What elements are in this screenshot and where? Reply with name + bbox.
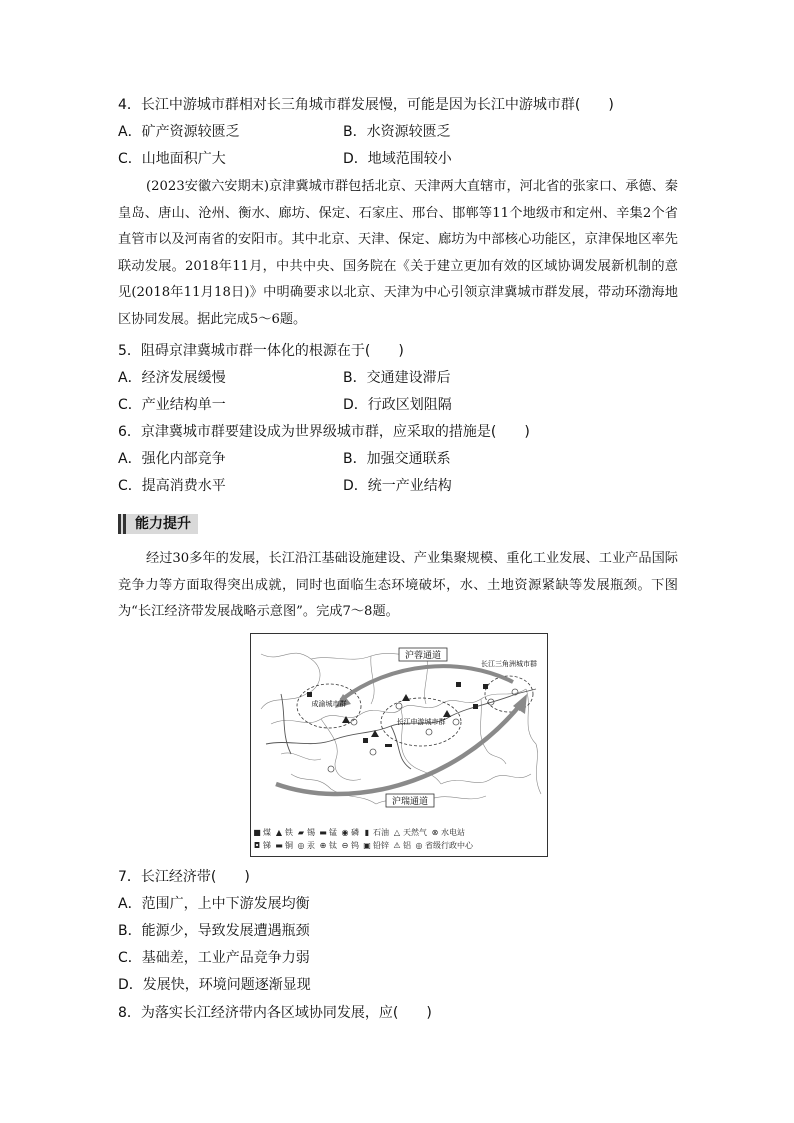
legend-label: 铜	[285, 841, 293, 850]
question-5-option-d: D．行政区划阻隔	[343, 397, 452, 413]
legend-label: 磷	[351, 828, 359, 837]
legend-item	[363, 839, 389, 852]
legend-row	[253, 839, 543, 852]
legend-item	[297, 839, 315, 852]
legend-item	[319, 826, 337, 839]
section-bar-icon	[118, 514, 121, 534]
legend-item	[341, 826, 359, 839]
passage-jingjinji: (2023安徽六安期末)京津冀城市群包括北京、天津两大直辖市，河北省的张家口、承德、秦皇岛、唐山、沧州、衡水、廊坊、保定、石家庄、邢台、邯郸等11个地级市和定州、辛集2个省直管市以及河南省的安阳市。其中北京、天津、保定、廊坊为中部核心功能区，京津保地区率先联动发展。2018年11月，中共中央、国务院在《关于建立更加有效的区域协调发展新机制的意见(2018年11月18日)》中明确要求以北京、天津为中心引领京津冀城市群发展，带动环渤海地区协同发展。据此完成5～6题。	[118, 179, 678, 327]
question-6-option-c: C．提高消费水平	[118, 478, 226, 494]
label-hurong-corridor: 沪蓉通道	[404, 651, 442, 661]
legend-item	[431, 826, 465, 839]
legend-label: 省级行政中心	[425, 841, 473, 850]
legend-label: 石油	[373, 828, 389, 837]
legend-symbol-icon: ◉	[341, 828, 349, 837]
question-5-option-c: C．产业结构单一	[118, 397, 226, 413]
passage-yangtze: 经过30多年的发展，长江沿江基础设施建设、产业集聚规模、重化工业发展、工业产品国际竞争力等方面取得突出成就，同时也面临生态环境破坏，水、土地资源紧缺等发展瓶颈。下图为“长江经济带发展战略示意图”。完成7～8题。	[118, 551, 678, 620]
legend-label: 锡	[307, 828, 315, 837]
section-heading	[118, 514, 198, 534]
legend-symbol-icon: ▬	[275, 841, 283, 850]
legend-label: 铅锌	[373, 841, 389, 850]
section-title: 能力提升	[135, 516, 191, 532]
question-7-option-d: D．发展快，环境问题逐渐显现	[118, 977, 311, 993]
question-6-stem: 6．京津冀城市群要建设成为世界级城市群，应采取的措施是( )	[118, 424, 530, 440]
legend-row	[253, 826, 543, 839]
label-midstream-cluster: 长江中游城市群	[396, 718, 446, 726]
legend-label: 天然气	[403, 828, 427, 837]
legend-label: 钛	[329, 841, 337, 850]
legend-label: 锑	[263, 841, 271, 850]
question-8-stem: 8．为落实长江经济带内各区域协同发展，应( )	[118, 1005, 432, 1021]
legend-symbol-icon: ◎	[415, 841, 423, 850]
legend-item	[341, 839, 359, 852]
question-5-stem: 5．阻碍京津冀城市群一体化的根源在于( )	[118, 343, 404, 359]
legend-label: 铁	[285, 828, 293, 837]
legend-symbol-icon: ▬	[319, 828, 327, 837]
legend-label: 煤	[263, 828, 271, 837]
legend-symbol-icon: △	[393, 828, 401, 837]
question-5-option-b: B．交通建设滞后	[343, 370, 451, 386]
legend-symbol-icon: ▣	[363, 841, 371, 850]
question-7-option-c: C．基础差，工业产品竞争力弱	[118, 950, 310, 966]
legend-symbol-icon: ◘	[253, 841, 261, 850]
question-6-option-a: A．强化内部竞争	[118, 451, 226, 467]
yangtze-economic-belt-map	[250, 633, 548, 857]
legend-symbol-icon: ▲	[275, 828, 283, 837]
map-legend	[253, 826, 543, 852]
legend-item	[415, 839, 473, 852]
legend-item	[393, 826, 427, 839]
legend-label: 汞	[307, 841, 315, 850]
legend-symbol-icon: ⚠	[393, 841, 401, 850]
legend-label: 铝	[403, 841, 411, 850]
legend-symbol-icon: ▮	[364, 828, 370, 837]
label-hurui-corridor: 沪瑞通道	[391, 797, 429, 807]
question-4-option-a: A．矿产资源较匮乏	[118, 124, 240, 140]
legend-item	[363, 826, 389, 839]
map-graphic	[251, 634, 547, 826]
legend-item	[319, 839, 337, 852]
legend-item	[297, 826, 315, 839]
legend-item	[253, 839, 271, 852]
legend-item	[253, 826, 271, 839]
legend-symbol-icon: ⊗	[431, 828, 439, 837]
question-4-stem: 4．长江中游城市群相对长三角城市群发展慢，可能是因为长江中游城市群( )	[118, 97, 614, 113]
question-7-option-a: A．范围广，上中下游发展均衡	[118, 896, 310, 912]
legend-symbol-icon: ▰	[297, 828, 305, 837]
question-4-option-d: D．地域范围较小	[343, 151, 452, 167]
legend-symbol-icon: ⊕	[319, 841, 327, 850]
question-7-option-b: B．能源少，导致发展遭遇瓶颈	[118, 923, 310, 939]
label-delta-cluster: 长江三角洲城市群	[481, 660, 537, 668]
question-4-option-c: C．山地面积广大	[118, 151, 226, 167]
legend-label: 钨	[351, 841, 359, 850]
legend-item	[275, 839, 293, 852]
legend-label: 水电站	[441, 828, 465, 837]
question-6-option-b: B．加强交通联系	[343, 451, 451, 467]
legend-item	[393, 839, 411, 852]
section-bar-icon	[123, 514, 126, 534]
question-5-option-a: A．经济发展缓慢	[118, 370, 226, 386]
legend-symbol-icon: ■	[253, 828, 261, 837]
legend-symbol-icon: ◎	[297, 841, 305, 850]
legend-label: 锰	[329, 828, 337, 837]
legend-symbol-icon: ⊖	[341, 841, 349, 850]
question-6-option-d: D．统一产业结构	[343, 478, 452, 494]
legend-item	[275, 826, 293, 839]
label-chengyu-cluster: 成渝城市群	[311, 700, 347, 708]
question-7-stem: 7．长江经济带( )	[118, 869, 250, 885]
question-4-option-b: B．水资源较匮乏	[343, 124, 451, 140]
